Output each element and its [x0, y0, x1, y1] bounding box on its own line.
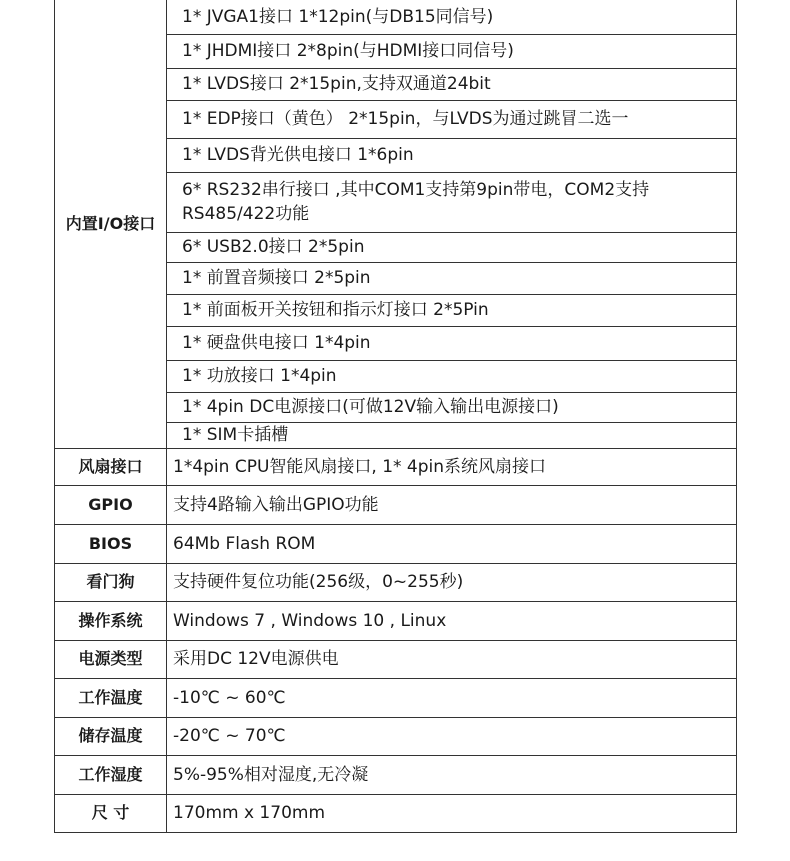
row-label: GPIO [55, 485, 167, 524]
row-value: 170mm x 170mm [167, 794, 737, 832]
io-item: 1* 前面板开关按钮和指示灯接口 2*5Pin [167, 294, 737, 326]
io-item: 1* 硬盘供电接口 1*4pin [167, 326, 737, 360]
io-item: 1* JHDMI接口 2*8pin(与HDMI接口同信号) [167, 34, 737, 68]
row-value: -10℃ ~ 60℃ [167, 678, 737, 717]
table-row [55, 448, 737, 485]
row-label: 操作系统 [55, 601, 167, 640]
row-value: 采用DC 12V电源供电 [167, 640, 737, 678]
row-label: 工作湿度 [55, 755, 167, 794]
io-item: 1* JVGA1接口 1*12pin(与DB15同信号) [167, 0, 737, 34]
row-label: 风扇接口 [55, 448, 167, 485]
io-label: 内置I/O接口 [55, 0, 167, 448]
row-value: 1*4pin CPU智能风扇接口, 1* 4pin系统风扇接口 [167, 448, 737, 485]
table-row [55, 563, 737, 601]
table-row [55, 640, 737, 678]
row-label: 工作温度 [55, 678, 167, 717]
table-row [55, 794, 737, 832]
spec-table [54, 0, 737, 833]
row-value: 64Mb Flash ROM [167, 524, 737, 563]
table-row [55, 601, 737, 640]
table-row [55, 485, 737, 524]
io-item: 6* USB2.0接口 2*5pin [167, 232, 737, 262]
io-item: 1* SIM卡插槽 [167, 422, 737, 448]
io-item: 1* 功放接口 1*4pin [167, 360, 737, 392]
row-label: BIOS [55, 524, 167, 563]
io-item: 1* LVDS背光供电接口 1*6pin [167, 138, 737, 172]
row-label: 看门狗 [55, 563, 167, 601]
row-value: -20℃ ~ 70℃ [167, 717, 737, 755]
table-row [55, 524, 737, 563]
row-value: 5%-95%相对湿度,无冷凝 [167, 755, 737, 794]
row-value: Windows 7 , Windows 10 , Linux [167, 601, 737, 640]
table-row [55, 0, 737, 34]
row-label: 电源类型 [55, 640, 167, 678]
io-item: 1* EDP接口（黄色） 2*15pin，与LVDS为通过跳冒二选一 [167, 100, 737, 138]
table-row [55, 678, 737, 717]
io-item: 1* LVDS接口 2*15pin,支持双通道24bit [167, 68, 737, 100]
io-item: 6* RS232串行接口 ,其中COM1支持第9pin带电，COM2支持RS485/422功能 [167, 172, 737, 232]
io-item: 1* 4pin DC电源接口(可做12V输入输出电源接口) [167, 392, 737, 422]
row-value: 支持硬件复位功能(256级，0~255秒) [167, 563, 737, 601]
io-item: 1* 前置音频接口 2*5pin [167, 262, 737, 294]
row-value: 支持4路输入输出GPIO功能 [167, 485, 737, 524]
row-label: 储存温度 [55, 717, 167, 755]
table-row [55, 717, 737, 755]
table-row [55, 755, 737, 794]
row-label: 尺 寸 [55, 794, 167, 832]
